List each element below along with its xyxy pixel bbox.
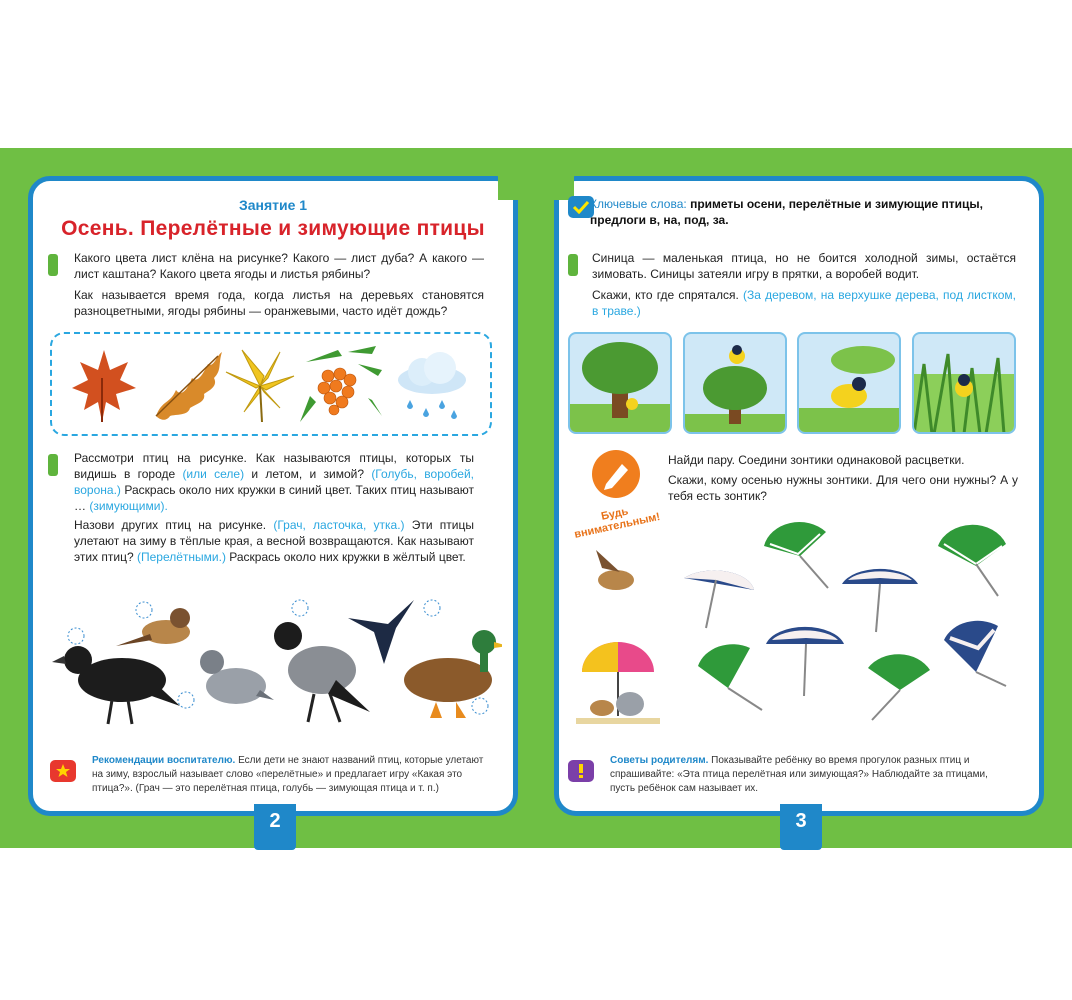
umbrella-icon <box>684 570 754 628</box>
page-number: 2 <box>254 804 296 850</box>
chestnut-leaf-icon <box>226 350 294 422</box>
page-corner <box>534 176 574 200</box>
pigeon-bird <box>200 650 274 704</box>
color-circle <box>292 600 308 616</box>
color-circle <box>424 600 440 616</box>
be-attentive-label: Будь внимательным! <box>573 505 662 541</box>
question-migratory-birds: Назови других птиц на рисунке. (Грач, ласточка, утка.) Эти птицы улетают на зиму в тёплые края, а весной возвращаются. Как называют этих птиц? (Перелётными.) Раскрась около них кружки в жёлтый цвет. <box>74 518 474 564</box>
birds-illustration <box>52 590 502 740</box>
question-hiding: Скажи, кто где спрятался. (За деревом, на верхушке дерева, под листком, в траве.) <box>592 288 1016 318</box>
picture-in-grass <box>912 332 1016 434</box>
task-marker <box>48 254 58 276</box>
teacher-recommendations: Рекомендации воспитателю. Если дети не знают названий птиц, которые улетают на зиму, взрослый называет слово «перелётные» и предлагает игру «Какая это птица?». (Грач — это перелётная птица, голубь — зимующая птица и т. п.) <box>92 755 484 794</box>
rowan-icon <box>300 346 382 422</box>
lesson-label: Занятие 1 <box>238 197 308 213</box>
raven-bird <box>52 646 180 724</box>
question-season: Как называется время года, когда листья на деревьях становятся разноцветными, ягоды рябины — оранжевыми, часто идёт дождь? <box>74 288 484 318</box>
umbrella-icon <box>938 525 1006 596</box>
umbrella-icon <box>944 621 1006 686</box>
task-marker <box>568 254 578 276</box>
sparrow-bird <box>116 608 190 646</box>
umbrella-icon <box>764 522 828 588</box>
duck-bird <box>404 630 502 718</box>
task-umbrella-question: Скажи, кому осенью нужны зонтики. Для чего они нужны? А у тебя есть зонтик? <box>668 473 1018 503</box>
exclamation-icon <box>568 760 594 782</box>
leaves-illustration <box>60 340 480 428</box>
color-circle <box>472 698 488 714</box>
star-icon <box>50 760 76 782</box>
maple-leaf-icon <box>72 350 136 422</box>
pencil-icon <box>592 450 640 498</box>
picture-behind-tree <box>568 332 672 434</box>
birds-under-umbrella <box>576 642 660 724</box>
page-number: 3 <box>780 804 822 850</box>
color-circle <box>68 628 84 644</box>
crow-bird <box>274 622 370 722</box>
umbrella-icon <box>698 644 762 710</box>
page-corner <box>498 176 538 200</box>
color-circle <box>136 602 152 618</box>
sparrow-flying <box>596 550 634 590</box>
swallow-bird <box>348 600 414 664</box>
question-wintering-birds: Рассмотри птиц на рисунке. Как называются птицы, которых ты видишь в городе (или селе) и летом, и зимой? (Голубь, воробей, ворона.) Раскрась около них кружки в синий цвет. Таких птиц называют … (зимующими). <box>74 451 475 513</box>
question-leaves: Какого цвета лист клёна на рисунке? Какого — лист дуба? А какого — лист каштана? Какого цвета ягоды и листья рябины? <box>74 251 484 281</box>
rain-cloud-icon <box>398 352 466 419</box>
question-titmouse: Синица — маленькая птица, но не боится холодной зимы, остаётся зимовать. Синицы затеяли игру в прятки, а воробей водит. <box>592 251 1016 281</box>
umbrella-icon <box>766 627 844 696</box>
page-title: Осень. Перелётные и зимующие птицы <box>61 217 485 240</box>
color-circle <box>178 692 194 708</box>
oak-leaf-icon <box>156 352 222 420</box>
umbrella-icon <box>868 654 930 720</box>
picture-tree-top <box>683 332 787 434</box>
task-find-pair: Найди пару. Соедини зонтики одинаковой расцветки. <box>668 453 965 467</box>
picture-under-leaf <box>797 332 901 434</box>
umbrellas-illustration <box>566 520 1016 740</box>
umbrella-icon <box>842 569 918 632</box>
task-marker <box>48 454 58 476</box>
key-words: Ключевые слова: приметы осени, перелётные и зимующие птицы, предлоги в, на, под, за. <box>590 197 983 227</box>
parent-tips: Советы родителям. Показывайте ребёнку во время прогулок разных птиц и спрашивайте: «Эта птица перелётная или зимующая?» Наблюдайте за птицами, пусть ребёнок сам называет их. <box>610 755 988 794</box>
